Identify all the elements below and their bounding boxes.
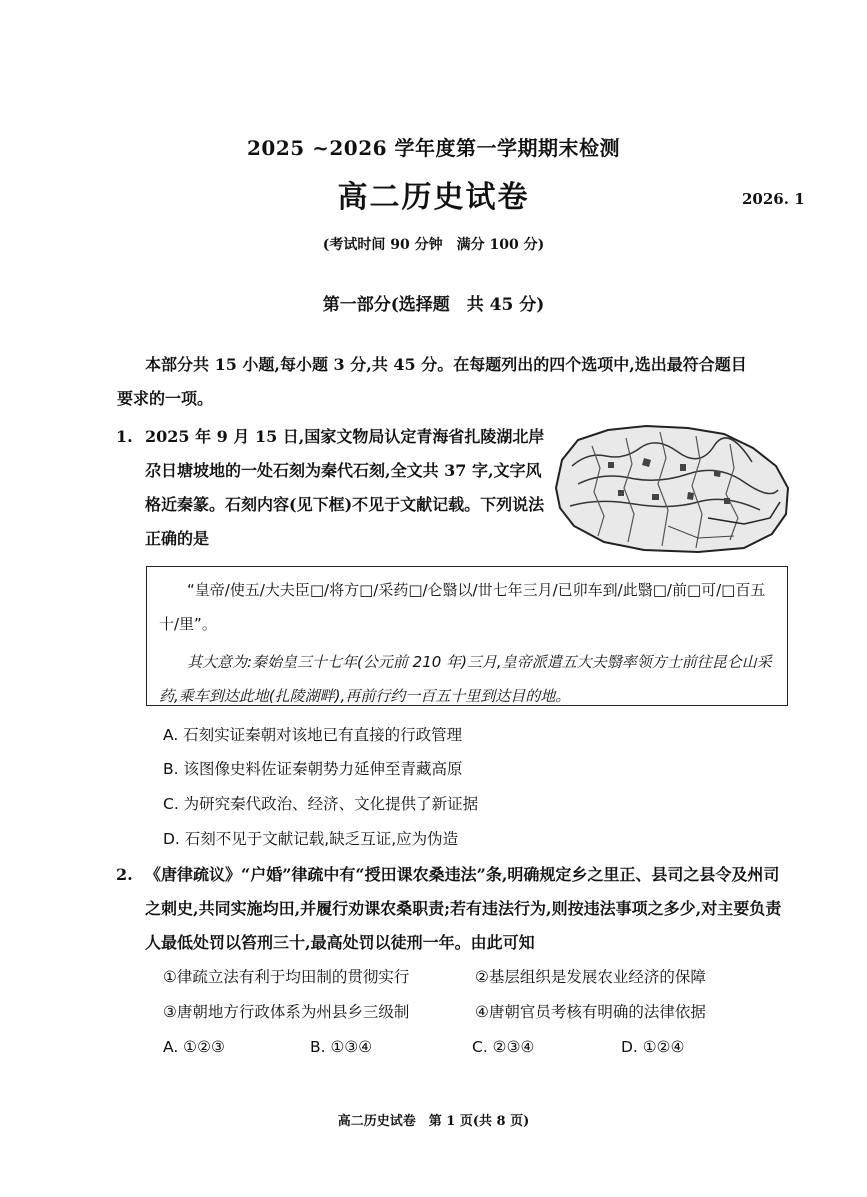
stone-inscription-box xyxy=(146,566,788,706)
inscription-text: “皇帝/使五/大夫臣□/将方□/采药□/仑翳以/丗七年三月/已卯车到/此翳□/前□可/□百五十/里”。 xyxy=(159,581,766,633)
question-2-number: 2. xyxy=(116,865,133,884)
question-1-option-a: A. 石刻实证秦朝对该地已有直接的行政管理 xyxy=(163,726,463,744)
question-1-option-d: D. 石刻不见于文献记载,缺乏互证,应为伪造 xyxy=(163,830,459,848)
part-one-instructions: 本部分共 15 小题,每小题 3 分,共 45 分。在每题列出的四个选项中,选出最符合题目要求的一项。 xyxy=(117,355,747,408)
question-2-option-b: B. ①③④ xyxy=(310,1038,373,1056)
carved-stone-image xyxy=(548,418,796,558)
question-1-stem: 2025 年 9 月 15 日,国家文物局认定青海省扎陵湖北岸尕日塘坡地的一处石刻为秦代石刻,全文共 37 字,文字风格近秦篆。石刻内容(见下框)不见于文献记载。下列说法正确的是 xyxy=(145,427,545,548)
exam-title: 2025 ~2026 学年度第一学期期末检测 xyxy=(246,136,620,160)
question-2-statement-4: ④唐朝官员考核有明确的法律依据 xyxy=(475,1003,706,1021)
question-1-number: 1. xyxy=(116,427,133,446)
question-2-option-d: D. ①②④ xyxy=(621,1038,685,1056)
question-1-option-b: B. 该图像史料佐证秦朝势力延伸至青藏高原 xyxy=(163,760,463,778)
page-footer: 高二历史试卷 第 1 页(共 8 页) xyxy=(337,1114,530,1129)
exam-info: (考试时间 90 分钟 满分 100 分) xyxy=(322,237,545,253)
inscription-meaning: 其大意为:秦始皇三十七年(公元前 210 年)三月,皇帝派遣五大夫翳率领方士前往昆仑山采药,乘车到达此地(扎陵湖畔),再前行约一百五十里到达目的地。 xyxy=(159,653,772,705)
question-2-statement-1: ①律疏立法有利于均田制的贯彻实行 xyxy=(163,968,410,986)
part-one-heading: 第一部分(选择题 共 45 分) xyxy=(322,295,545,315)
question-1-option-c: C. 为研究秦代政治、经济、文化提供了新证据 xyxy=(163,795,479,813)
subject-title: 高二历史试卷 xyxy=(337,180,530,215)
question-2-option-a: A. ①②③ xyxy=(163,1038,225,1056)
exam-date: 2026. 1 xyxy=(742,190,805,208)
question-2-stem: 《唐律疏议》“户婚”律疏中有“授田课农桑违法”条,明确规定乡之里正、县司之县令及州司之刺史,共同实施均田,并履行劝课农桑职责;若有违法行为,则按违法事项之多少,对主要负责人最低处罚以笞刑三十,最高处罚以徒刑一年。由此可知 xyxy=(145,865,782,952)
question-2-option-c: C. ②③④ xyxy=(472,1038,535,1056)
question-2-statement-2: ②基层组织是发展农业经济的保障 xyxy=(475,968,706,986)
question-2-statement-3: ③唐朝地方行政体系为州县乡三级制 xyxy=(163,1003,410,1021)
